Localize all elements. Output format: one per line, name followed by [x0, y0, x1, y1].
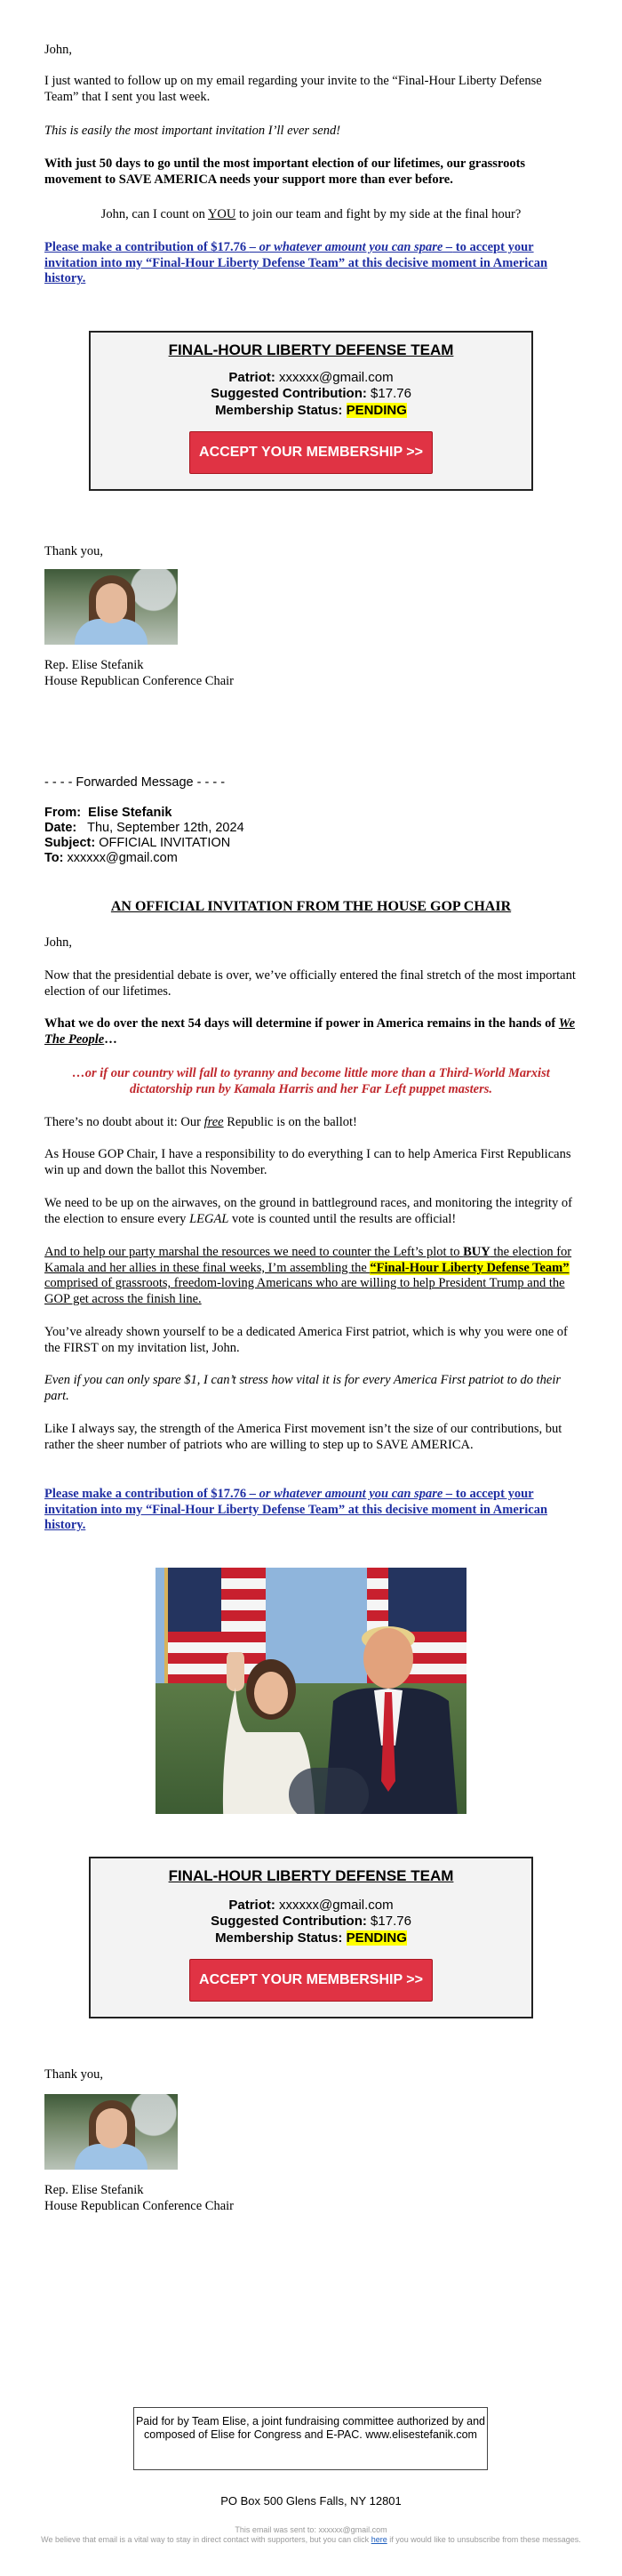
membership-card-1 — [89, 331, 533, 491]
sent-to-line: This email was sent to: xxxxxx@gmail.com — [235, 2525, 387, 2534]
membership-card-title: FINAL-HOUR LIBERTY DEFENSE TEAM — [168, 341, 454, 358]
body-paragraph-9: Even if you can only spare $1, I can’t stress how vital it is for every America First patriot to do their part. — [44, 1373, 561, 1403]
contribution-link-text-2[interactable]: Please make a contribution of $17.76 – or whatever amount you can spare – to accept your invitation into my “Final-Hour Liberty Defense Team” at this decisive moment in American history. — [44, 1487, 548, 1533]
forwarded-meta — [44, 806, 578, 866]
date-line: Date: Thu, September 12th, 2024 — [44, 821, 244, 836]
contribution-line: Suggested Contribution: $17.76 — [211, 386, 411, 402]
body-paragraph-1: Now that the presidential debate is over, we’ve officially entered the final stretch of the most important election of our lifetimes. — [44, 968, 576, 999]
status-line: Membership Status: PENDING — [215, 402, 407, 418]
signature-role-1: House Republican Conference Chair — [44, 674, 234, 688]
greeting: John, — [44, 43, 73, 57]
intro-paragraph-1: I just wanted to follow up on my email regarding your invite to the “Final-Hour Liberty Defense Team” that I sent you last week. — [44, 74, 542, 104]
status-badge: PENDING — [346, 1930, 407, 1946]
unsubscribe-link[interactable]: here — [371, 2535, 387, 2545]
invitation-heading: AN OFFICIAL INVITATION FROM THE HOUSE GOP CHAIR — [110, 899, 512, 914]
signature-thanks-2: Thank you, — [44, 2067, 104, 2082]
contribution-link-1[interactable] — [44, 240, 578, 287]
signature-thanks-1: Thank you, — [44, 544, 104, 558]
subject-line: Subject: OFFICIAL INVITATION — [44, 836, 231, 851]
membership-card-title: FINAL-HOUR LIBERTY DEFENSE TEAM — [168, 1867, 454, 1884]
patriot-line: Patriot: xxxxxx@gmail.com — [228, 370, 394, 385]
contribution-link-2[interactable] — [44, 1487, 578, 1534]
body-paragraph-6: We need to be up on the airwaves, on the ground in battleground races, and monitoring the integrity of the election to ensure every LEGAL vote is counted until the results are official! — [44, 1196, 572, 1226]
accept-membership-button[interactable]: ACCEPT YOUR MEMBERSHIP >> — [189, 431, 433, 474]
status-line: Membership Status: PENDING — [215, 1930, 407, 1946]
intro-paragraph-3: With just 50 days to go until the most important election of our lifetimes, our grassroots movement to SAVE AMERICA needs your support more than ever before. — [44, 156, 526, 187]
body-paragraph-7: And to help our party marshal the resources we need to counter the Left’s plot to BUY the election for Kamala and her allies in these final weeks, I’m assembling the “Final-Hour Liberty Defense Team” comprised of grassroots, freedom-loving Americans who are willing to help President Trump and the GOP get across the finish line. — [44, 1245, 572, 1307]
body-paragraph-2: What we do over the next 54 days will determine if power in America remains in the hands of We The People… — [44, 1016, 576, 1047]
intro-paragraph-2: This is easily the most important invitation I’ll ever send! — [44, 124, 341, 138]
body-paragraph-4: There’s no doubt about it: Our free Republic is on the ballot! — [44, 1115, 357, 1129]
team-name-highlight: “Final-Hour Liberty Defense Team” — [370, 1260, 570, 1275]
body-paragraph-5: As House GOP Chair, I have a responsibility to do everything I can to help America First Republicans win up and down the ballot this November. — [44, 1147, 571, 1177]
contribution-line: Suggested Contribution: $17.76 — [211, 1914, 411, 1930]
signature-role-2: House Republican Conference Chair — [44, 2199, 234, 2213]
mailing-address: PO Box 500 Glens Falls, NY 12801 — [220, 2494, 402, 2508]
paid-for-disclaimer: Paid for by Team Elise, a joint fundraising committee authorized by and composed of Elise for Congress and E-PAC. www.elisestefanik.com — [133, 2407, 488, 2470]
rally-photo — [156, 1568, 466, 1814]
signature-name-1: Rep. Elise Stefanik — [44, 658, 144, 672]
body-greeting: John, — [44, 935, 73, 950]
membership-card-2 — [89, 1857, 533, 2018]
signature-photo-1 — [44, 569, 178, 645]
intro-paragraph-4: John, can I count on YOU to join our team and fight by my side at the final hour? — [100, 207, 522, 221]
from-line: From: Elise Stefanik — [44, 806, 172, 820]
accept-membership-button[interactable]: ACCEPT YOUR MEMBERSHIP >> — [189, 1959, 433, 2002]
unsubscribe-line: We believe that email is a vital way to stay in direct contact with supporters, but you can click here if you would like to unsubscribe from these messages. — [41, 2535, 581, 2545]
forwarded-header: - - - - Forwarded Message - - - - — [44, 775, 226, 790]
to-line: To: xxxxxx@gmail.com — [44, 851, 178, 866]
unsubscribe-notice — [36, 2525, 586, 2546]
you-emphasis: YOU — [207, 207, 236, 221]
body-paragraph-10: Like I always say, the strength of the America First movement isn’t the size of our contributions, but rather the sheer number of patriots who are willing to step up to SAVE AMERICA. — [44, 1422, 562, 1452]
intro-section — [44, 43, 578, 59]
body-paragraph-3: …or if our country will fall to tyranny and become little more than a Third-World Marxist dictatorship run by Kamala Harris and her Far Left puppet masters. — [72, 1066, 550, 1096]
signature-photo-2 — [44, 2094, 178, 2170]
patriot-line: Patriot: xxxxxx@gmail.com — [228, 1898, 394, 1913]
signature-name-2: Rep. Elise Stefanik — [44, 2183, 144, 2197]
body-paragraph-8: You’ve already shown yourself to be a dedicated America First patriot, which is why you were one of the FIRST on my invitation list, John. — [44, 1325, 568, 1355]
contribution-link-text-1[interactable]: Please make a contribution of $17.76 – or whatever amount you can spare – to accept your invitation into my “Final-Hour Liberty Defense Team” at this decisive moment in American history. — [44, 240, 548, 286]
status-badge: PENDING — [346, 402, 407, 418]
